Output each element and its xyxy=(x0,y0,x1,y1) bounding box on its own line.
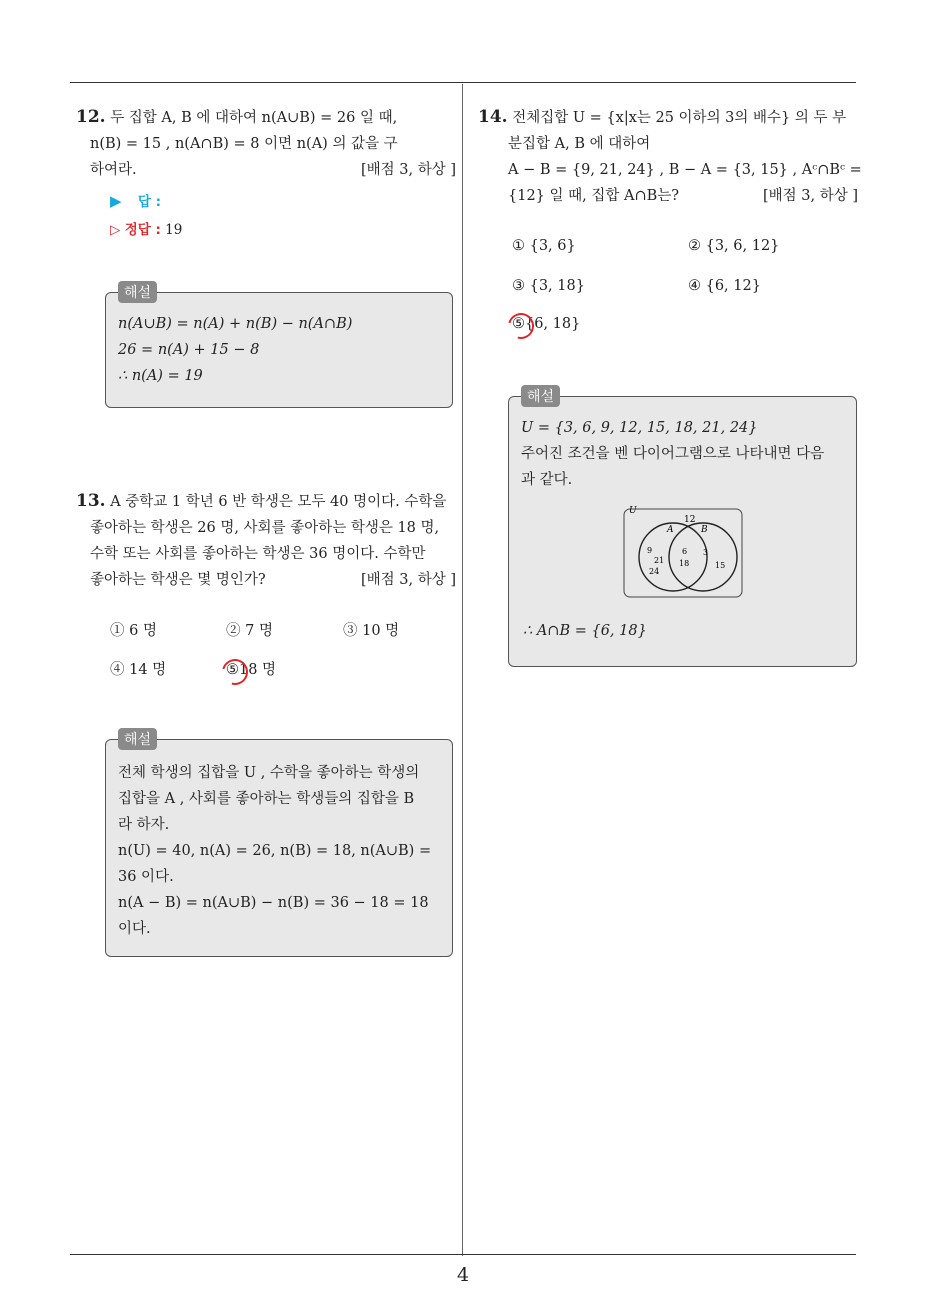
problem-text: 좋아하는 학생은 몇 명인가? xyxy=(90,572,266,588)
problem-text: n(B) = 15 , n(A∩B) = 8 이면 n(A) 의 값을 구 xyxy=(90,136,398,152)
page-number: 4 xyxy=(456,1264,470,1286)
solution-box xyxy=(508,389,857,667)
venn-label-b: B xyxy=(701,525,708,535)
score-meta: [배점 3, 하상 ] xyxy=(360,572,456,588)
option-3[interactable]: ③ 10 명 xyxy=(343,623,400,639)
solution-tag: 해설 xyxy=(118,281,157,303)
problem-text: 하여라. xyxy=(90,162,137,178)
problem-text: {12} 일 때, 집합 A∩B는? xyxy=(508,188,680,204)
solution-tag: 해설 xyxy=(521,385,560,407)
venn-intersection-value: 6 xyxy=(682,547,688,556)
venn-outside-value: 12 xyxy=(684,515,696,525)
solution-line: 라 하자. xyxy=(118,817,170,833)
solution-line: n(U) = 40, n(A) = 26, n(B) = 18, n(A∪B) = xyxy=(118,843,432,859)
problem-text: 분집합 A, B 에 대하여 xyxy=(508,136,651,152)
problem-12 xyxy=(76,104,456,183)
venn-b-only-value: 3 xyxy=(703,548,709,557)
venn-label-u: U xyxy=(629,506,637,516)
solution-line: 집합을 A , 사회를 좋아하는 학생들의 집합을 B xyxy=(118,791,415,807)
venn-b-only-value: 15 xyxy=(715,561,726,570)
score-meta: [배점 3, 하상 ] xyxy=(762,188,858,204)
solution-line: 과 같다. xyxy=(521,472,573,488)
score-meta: [배점 3, 하상 ] xyxy=(360,162,456,178)
option-5-selected[interactable] xyxy=(226,658,276,679)
correct-value: 19 xyxy=(165,222,183,238)
answer-label: 답 : xyxy=(137,194,161,210)
solution-line: U = {3, 6, 9, 12, 15, 18, 21, 24} xyxy=(521,420,758,436)
problem-text: A − B = {9, 21, 24} , B − A = {3, 15} , Aᶜ∩Bᶜ = xyxy=(508,162,862,178)
option-5-text: 18 명 xyxy=(239,662,277,678)
solution-line: 이다. xyxy=(118,921,151,937)
solution-line: 주어진 조건을 벤 다이어그램으로 나타내면 다음 xyxy=(521,446,825,462)
problem-number: 14. xyxy=(478,107,508,127)
correct-label: 정답 : xyxy=(124,222,161,238)
solution-line: ∴ n(A) = 19 xyxy=(118,368,203,384)
venn-a-only-value: 9 xyxy=(647,546,653,555)
problem-13 xyxy=(76,488,456,593)
selected-circle-mark: ⑤ xyxy=(226,662,239,678)
solution-line: 26 = n(A) + 15 − 8 xyxy=(118,342,260,358)
solution-line: 36 이다. xyxy=(118,869,174,885)
solution-line: 전체 학생의 집합을 U , 수학을 좋아하는 학생의 xyxy=(118,765,420,781)
problem-text: A 중학교 1 학년 6 반 학생은 모두 40 명이다. 수학을 xyxy=(110,494,447,510)
column-divider xyxy=(462,84,463,1256)
problem-text: 두 집합 A, B 에 대하여 n(A∪B) = 26 일 때, xyxy=(110,110,398,126)
venn-label-a: A xyxy=(667,525,674,535)
option-2[interactable]: ② 7 명 xyxy=(226,623,273,639)
solution-conclusion: ∴ A∩B = {6, 18} xyxy=(523,623,647,639)
solution-box xyxy=(105,732,453,957)
problem-number: 12. xyxy=(76,107,106,127)
solution-box xyxy=(105,285,453,408)
venn-a-only-value: 21 xyxy=(654,556,665,565)
solution-line: n(A − B) = n(A∪B) − n(B) = 36 − 18 = 18 xyxy=(118,895,429,911)
venn-intersection-value: 18 xyxy=(679,559,690,568)
problem-text: 전체집합 U = {x|x는 25 이하의 3의 배수} 의 두 부 xyxy=(512,110,847,126)
bottom-rule xyxy=(70,1254,856,1255)
problem-14 xyxy=(478,104,862,209)
option-2[interactable]: ② {3, 6, 12} xyxy=(688,238,780,254)
venn-a-only-value: 24 xyxy=(649,567,660,576)
problem-text: 수학 또는 사회를 좋아하는 학생은 36 명이다. 수학만 xyxy=(90,546,426,562)
option-4[interactable]: ④ {6, 12} xyxy=(688,278,761,294)
play-icon: ▶ xyxy=(110,192,122,210)
selected-circle-mark: ⑤ xyxy=(512,316,525,332)
correct-answer-row xyxy=(110,218,182,238)
option-3[interactable]: ③ {3, 18} xyxy=(512,278,585,294)
solution-tag: 해설 xyxy=(118,728,157,750)
triangle-outline-icon: ▷ xyxy=(110,222,121,238)
solution-line: n(A∪B) = n(A) + n(B) − n(A∩B) xyxy=(118,316,353,332)
venn-diagram xyxy=(621,505,745,599)
option-5-text: {6, 18} xyxy=(525,316,581,332)
option-4[interactable]: ④ 14 명 xyxy=(110,662,167,678)
answer-row xyxy=(110,190,161,210)
problem-number: 13. xyxy=(76,491,106,511)
top-rule xyxy=(70,82,856,83)
problem-text: 좋아하는 학생은 26 명, 사회를 좋아하는 학생은 18 명, xyxy=(90,520,440,536)
option-5-selected[interactable] xyxy=(512,316,580,332)
option-1[interactable]: ① 6 명 xyxy=(110,623,157,639)
option-1[interactable]: ① {3, 6} xyxy=(512,238,576,254)
